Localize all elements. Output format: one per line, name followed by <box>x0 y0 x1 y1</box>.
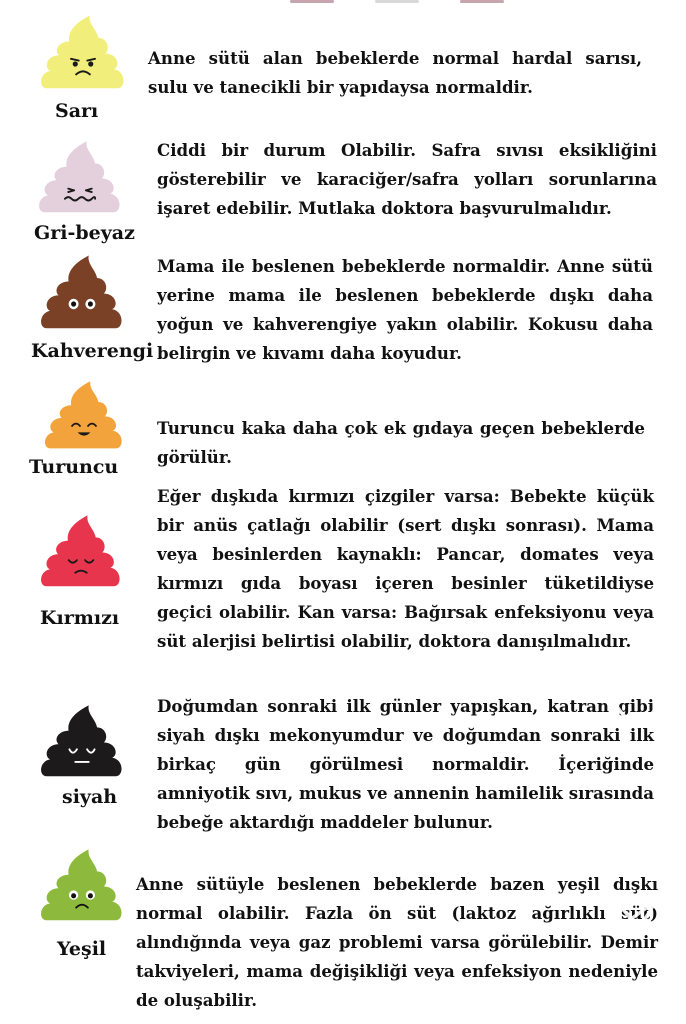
color-description: Anne sütü alan bebeklerde normal hardal sarısı, sulu ve tanecikli bir yapıdaysa normaldir. <box>148 48 642 97</box>
poop-emoji-icon <box>38 138 122 214</box>
heart-icon[interactable] <box>612 685 662 731</box>
color-description: Eğer dışkıda kırmızı çizgiler varsa: Bebekte küçük bir anüs çatlağı olabilir (sert dışkı sonrası). Mama veya besinlerden kaynaklı: Pancar, domates veya kırmızı gıda boyası içeren besinler tüketildiyse geçici olabilir. Kan varsa: Bağırsak enfeksiyonu veya süt alerjisi belirtisi olabilir, doktora danışılmalıdır. <box>157 486 654 651</box>
color-description: Ciddi bir durum Olabilir. Safra sıvısı eksikliğini gösterebilir ve karaciğer/safra yolları sorunlarına işaret edebilir. Mutlaka doktora başvurulmalıdır. <box>157 140 657 218</box>
poop-emoji-icon <box>40 512 122 588</box>
comment-icon[interactable] <box>608 800 660 852</box>
story-progress-bar <box>0 0 686 6</box>
color-name: Gri-beyaz <box>34 222 135 244</box>
color-name: Sarı <box>55 100 99 122</box>
color-name: Turuncu <box>29 456 119 478</box>
share-icon[interactable] <box>612 895 660 941</box>
color-description: Doğumdan sonraki ilk günler yapışkan, katran gibi siyah dışkı mekonyumdur ve doğumdan sonraki ilk birkaç gün görülmesi normaldir. İçeriğinde amniyotik sıvı, mukus ve annenin hamilelik sırasında bebeğe aktardığı maddeler bulunur. <box>157 696 654 832</box>
color-description: Turuncu kaka daha çok ek gıdaya geçen bebeklerde görülür. <box>157 418 645 467</box>
color-description: Mama ile beslenen bebeklerde normaldir. Anne sütü yerine mama ile beslenen bebeklerde dışkı daha yoğun ve kahverengiye yakın olabilir. Kokusu daha belirgin ve kıvamı daha koyudur. <box>157 256 653 363</box>
poop-emoji-icon <box>40 12 126 90</box>
color-description: Anne sütüyle beslenen bebeklerde bazen yeşil dışkı normal olabilir. Fazla ön süt (laktoz ağırlıklı süt) alındığında veya gaz problemi varsa görülebilir. Demir takviyeleri, mama değişikliği veya enfeksiyon nedeniyle de oluşabilir. <box>136 874 658 1010</box>
color-name: Kırmızı <box>40 607 120 629</box>
poop-emoji-icon <box>40 846 124 922</box>
poop-emoji-icon <box>40 252 124 330</box>
color-name: Kahverengi <box>31 340 154 362</box>
poop-emoji-icon <box>40 702 124 778</box>
color-name: siyah <box>62 786 118 808</box>
poop-emoji-icon <box>44 378 124 450</box>
color-name: Yeşil <box>57 938 107 960</box>
